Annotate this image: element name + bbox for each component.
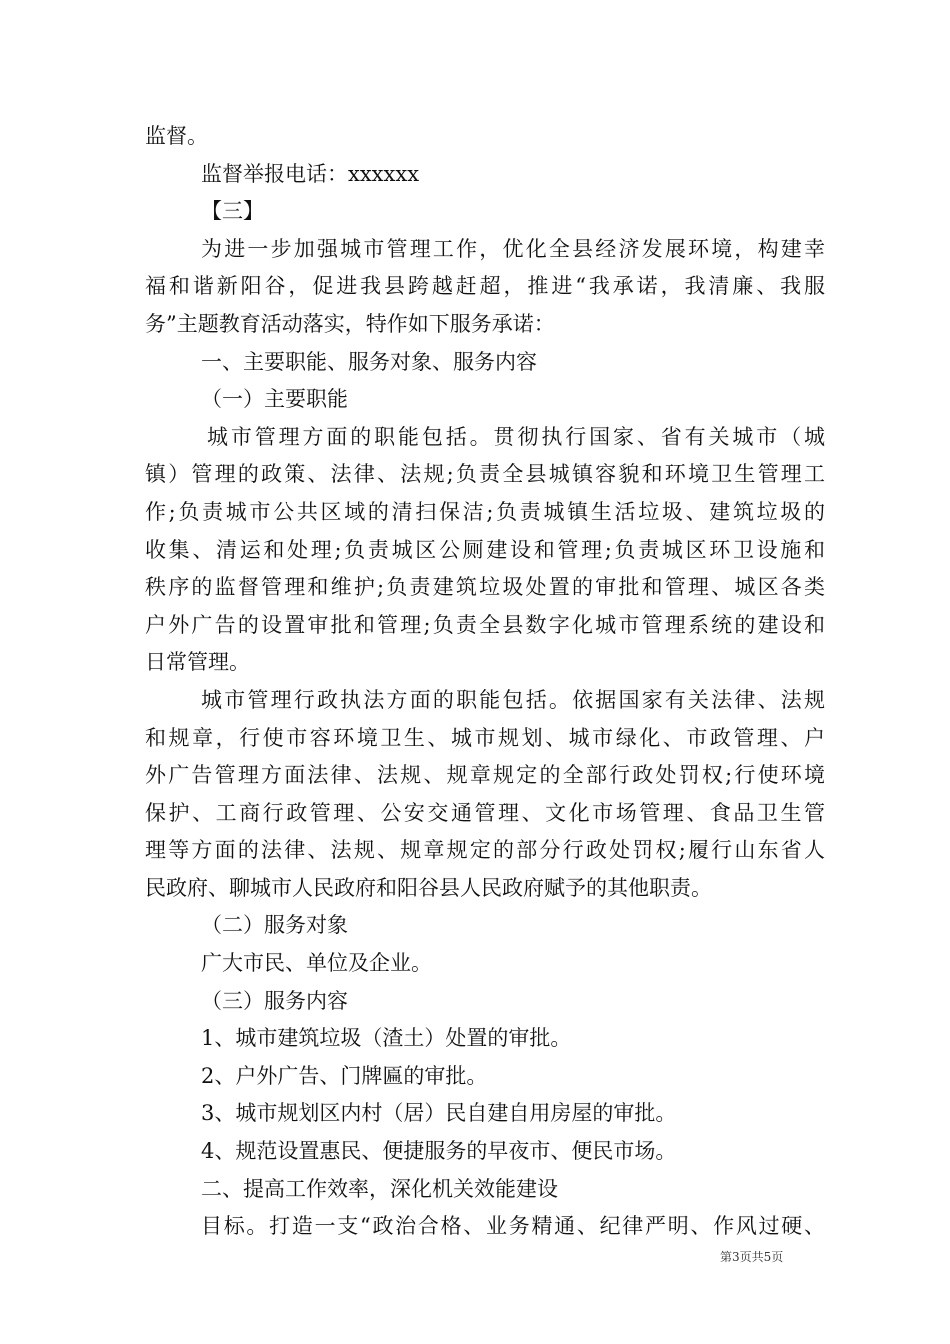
text-line: 一、主要职能、服务对象、服务内容 [201, 349, 537, 374]
text-line: 民政府、聊城市人民政府和阳谷县人民政府赋予的其他职责。 [145, 875, 712, 900]
text-line: 【三】 [201, 199, 264, 224]
text-line: 2、户外广告、门牌匾的审批。 [201, 1063, 488, 1088]
text-line: 城市管理方面的职能包括。贯彻执行国家、省有关城市（城 [207, 424, 825, 449]
text-line: 福和谐新阳谷，促进我县跨越赶超，推进“我承诺，我清廉、我服 [145, 274, 825, 299]
text-line: 二、提高工作效率，深化机关效能建设 [201, 1176, 558, 1201]
text-line: 和规章，行使市容环境卫生、城市规划、城市绿化、市政管理、户 [145, 725, 825, 750]
text-line: 为进一步加强城市管理工作，优化全县经济发展环境，构建幸 [201, 236, 825, 261]
text-line: 作;负责城市公共区域的清扫保洁;负责城镇生活垃圾、建筑垃圾的 [145, 499, 825, 524]
text-line: 镇）管理的政策、法律、法规;负责全县城镇容貌和环境卫生管理工 [145, 462, 825, 487]
text-line: 外广告管理方面法律、法规、规章规定的全部行政处罚权;行使环境 [145, 763, 825, 788]
text-line: 监督举报电话：xxxxxx [201, 161, 420, 186]
document-body [145, 118, 825, 1246]
text-line: 4、规范设置惠民、便捷服务的早夜市、便民市场。 [201, 1139, 677, 1164]
text-line: 3、城市规划区内村（居）民自建自用房屋的审批。 [201, 1101, 677, 1126]
text-line: 理等方面的法律、法规、规章规定的部分行政处罚权;履行山东省人 [145, 838, 825, 863]
text-line: 日常管理。 [145, 650, 250, 675]
text-line: 秩序的监督管理和维护;负责建筑垃圾处置的审批和管理、城区各类 [145, 575, 825, 600]
text-line: （二）服务对象 [201, 913, 348, 938]
text-line: 监督。 [145, 124, 208, 148]
text-line: （一）主要职能 [201, 387, 348, 412]
text-line: 城市管理行政执法方面的职能包括。依据国家有关法律、法规 [201, 687, 825, 712]
text-line: 收集、清运和处理;负责城区公厕建设和管理;负责城区环卫设施和 [145, 537, 825, 562]
text-line: 1、城市建筑垃圾（渣土）处置的审批。 [201, 1026, 572, 1051]
page-footer: 第3页共5页 [720, 1250, 784, 1264]
text-line: 目标。打造一支“政治合格、业务精通、纪律严明、作风过硬、 [201, 1214, 825, 1239]
text-line: 户外广告的设置审批和管理;负责全县数字化城市管理系统的建设和 [145, 612, 825, 637]
text-line: 保护、工商行政管理、公安交通管理、文化市场管理、食品卫生管 [145, 800, 825, 825]
text-line: 务”主题教育活动落实，特作如下服务承诺： [145, 311, 555, 336]
text-line: 广大市民、单位及企业。 [201, 951, 432, 976]
text-line: （三）服务内容 [201, 988, 348, 1013]
